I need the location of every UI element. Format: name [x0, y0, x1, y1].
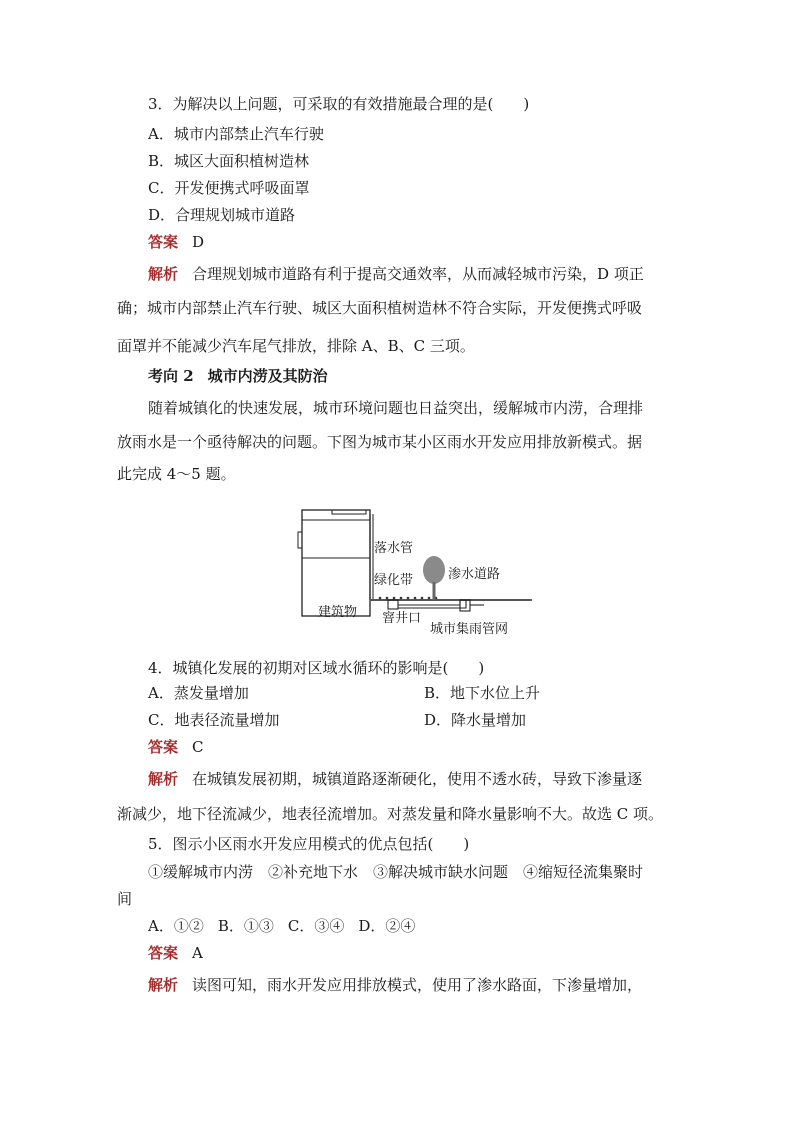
section-title: 城市内涝及其防治 — [207, 367, 328, 385]
q4-analysis-line-2: 渐减少，地下径流减少，地表径流增加。对蒸发量和降水量影响不大。故选 C 项。 — [117, 805, 664, 823]
building-shape — [302, 510, 370, 616]
intro-line-1: 随着城镇化的快速发展，城市环境问题也日益突出，缓解城市内涝，合理排 — [148, 399, 644, 417]
answer-label: 答案 — [148, 944, 179, 962]
q3-analysis-line-1: 解析 合理规划城市道路有利于提高交通效率，从而减轻城市污染，D 项正 — [148, 265, 644, 283]
analysis-label: 解析 — [148, 265, 179, 283]
q3-answer — [148, 232, 204, 252]
q5-options — [148, 916, 415, 936]
q3-option-c: C．开发便携式呼吸面罩 — [148, 179, 310, 197]
q4-analysis-line-1: 解析 在城镇发展初期，城镇道路逐渐硬化，使用不透水砖，导致下渗量逐 — [148, 770, 643, 788]
q5-stem: 5．图示小区雨水开发应用模式的优点包括( ) — [148, 835, 470, 853]
q4-answer — [148, 737, 204, 757]
q5-items-line-1: ①缓解城市内涝 ②补充地下水 ③解决城市缺水问题 ④缩短径流集聚时 — [148, 863, 644, 881]
pipe-network-shape — [398, 600, 466, 608]
section-label: 考向 2 — [148, 367, 194, 385]
label-green-belt: 绿化带 — [374, 573, 414, 588]
q3-analysis-line-2: 确；城市内部禁止汽车行驶、城区大面积植树造林不符合实际，开发便携式呼吸 — [117, 299, 643, 317]
label-permeable-road: 渗水道路 — [448, 567, 501, 582]
q4-option-a: A．蒸发量增加 — [148, 684, 249, 702]
answer-value: C — [192, 738, 204, 756]
label-downpipe: 落水管 — [374, 541, 414, 556]
q5-option-a: A．①② — [148, 917, 204, 935]
answer-value: D — [192, 233, 205, 251]
q3-option-b: B．城区大面积植树造林 — [148, 152, 310, 170]
q5-items-line-2: 间 — [117, 890, 133, 908]
answer-value: A — [192, 944, 203, 962]
q4-stem: 4．城镇化发展的初期对区域水循环的影响是( ) — [148, 659, 485, 677]
answer-label: 答案 — [148, 738, 179, 756]
intro-line-2: 放雨水是一个亟待解决的问题。下图为城市某小区雨水开发应用排放新模式。据 — [117, 433, 643, 451]
rainwater-diagram — [284, 492, 542, 648]
analysis-label: 解析 — [148, 976, 179, 994]
tree-icon — [423, 556, 445, 600]
label-pipe-network: 城市集雨管网 — [430, 622, 509, 637]
q4-option-b: B．地下水位上升 — [424, 684, 541, 702]
manhole-shape — [388, 600, 398, 609]
q3-option-d: D．合理规划城市道路 — [148, 206, 296, 224]
intro-line-3: 此完成 4～5 题。 — [117, 465, 236, 483]
q5-option-c: C．③④ — [287, 917, 345, 935]
answer-label: 答案 — [148, 233, 179, 251]
label-manhole: 窨井口 — [382, 611, 422, 626]
q5-answer — [148, 943, 203, 963]
analysis-label: 解析 — [148, 770, 179, 788]
label-building: 建筑物 — [318, 605, 358, 620]
q3-option-a: A．城市内部禁止汽车行驶 — [148, 125, 324, 143]
section-heading — [148, 366, 328, 386]
q4-option-d: D．降水量增加 — [424, 711, 527, 729]
q5-option-b: B．①③ — [217, 917, 274, 935]
q3-analysis-line-3: 面罩并不能减少汽车尾气排放，排除 A、B、C 三项。 — [117, 337, 475, 355]
q3-stem: 3．为解决以上问题，可采取的有效措施最合理的是( ) — [148, 95, 530, 113]
q5-option-d: D．②④ — [358, 917, 416, 935]
q5-analysis-line-1: 解析 读图可知，雨水开发应用排放模式，使用了渗水路面，下渗量增加， — [148, 976, 643, 994]
green-belt-dots — [379, 597, 438, 600]
q4-option-c: C．地表径流量增加 — [148, 711, 280, 729]
